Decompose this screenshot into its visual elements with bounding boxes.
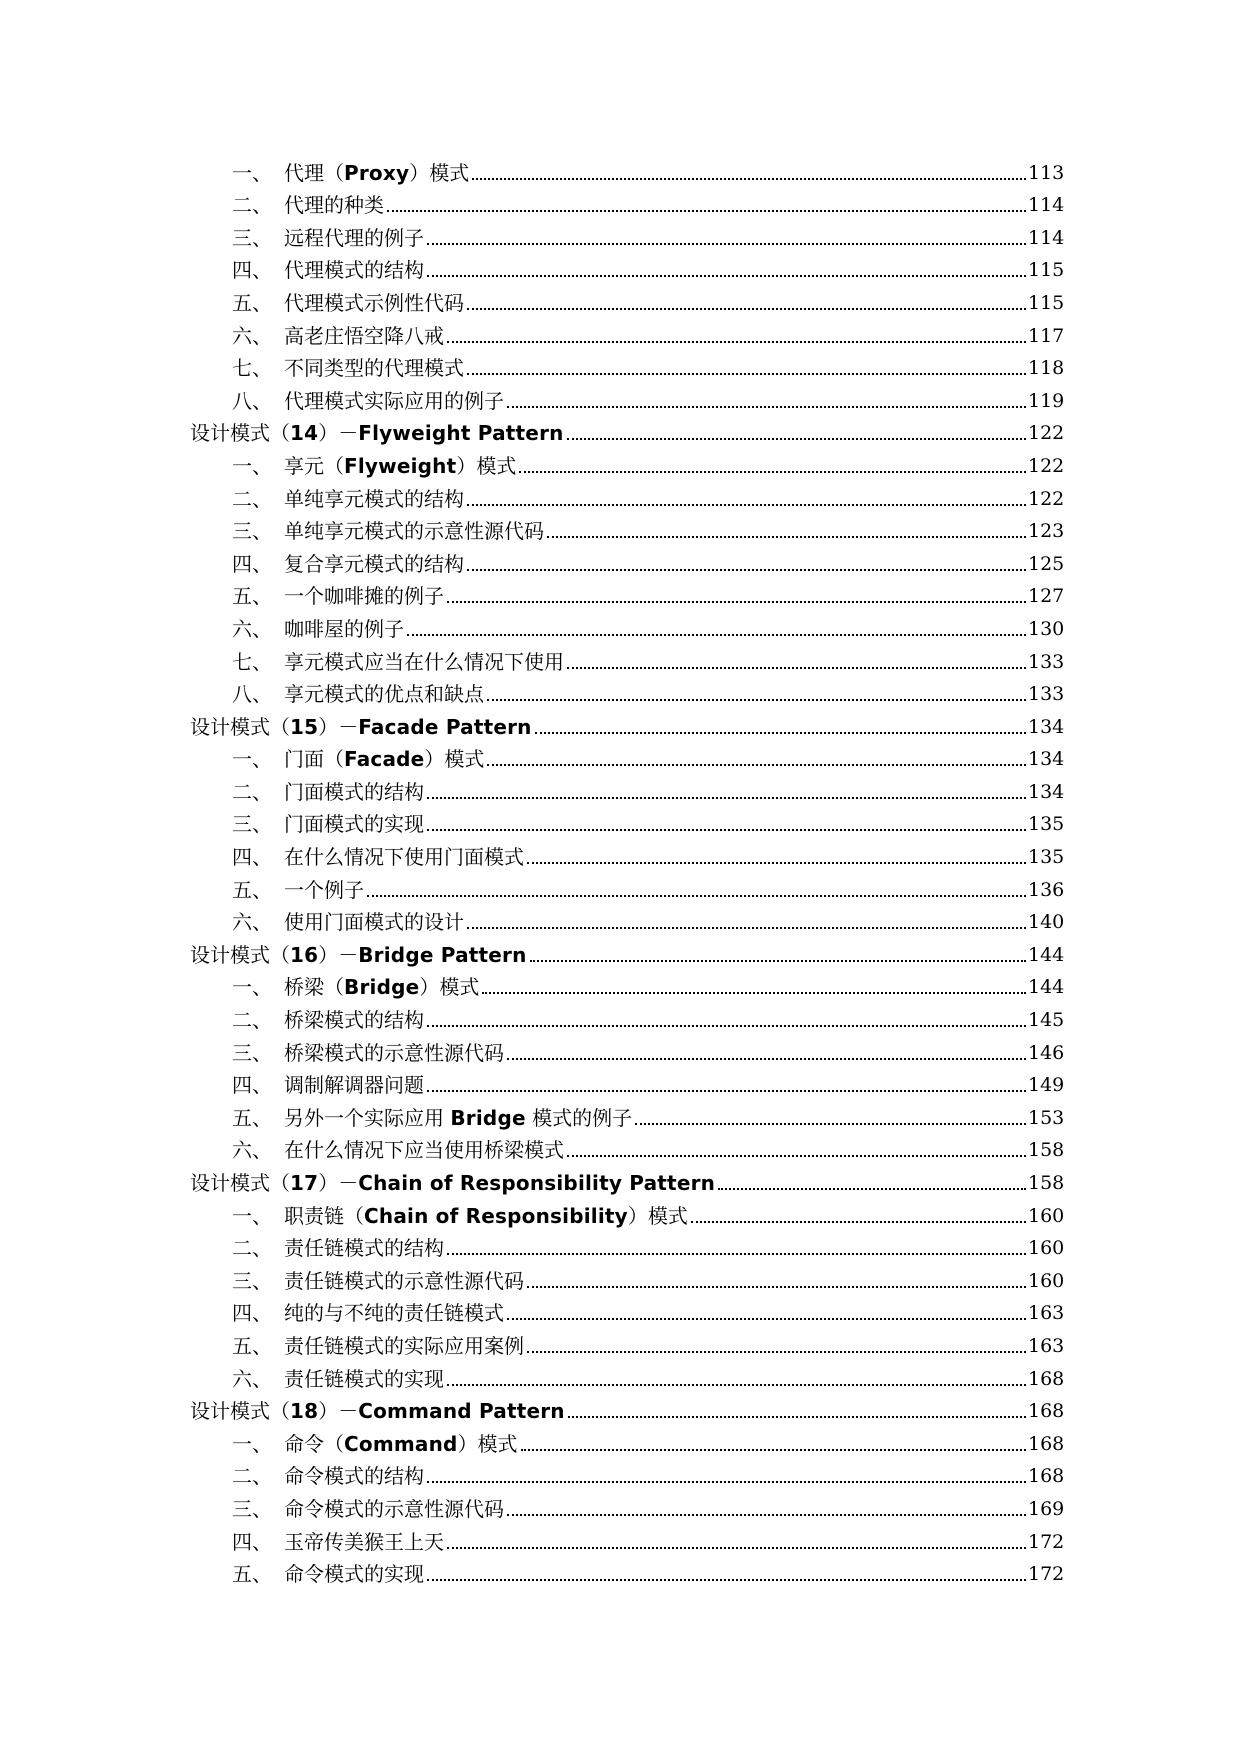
- toc-entry-title-part: Flyweight Pattern: [358, 421, 564, 446]
- toc-section-entry[interactable]: [190, 999, 1065, 1033]
- toc-entry-title-part: 桥梁模式的结构: [284, 1008, 424, 1033]
- toc-entry-title: [232, 845, 524, 869]
- toc-entry-number: 四、: [232, 1073, 272, 1098]
- toc-entry-title: [232, 1301, 504, 1325]
- toc-entry-title-part: 代理（: [284, 160, 344, 185]
- toc-page-number: 160: [1028, 1237, 1065, 1260]
- toc-page-number: 149: [1028, 1074, 1065, 1097]
- toc-page-number: 114: [1028, 226, 1065, 249]
- toc-section-entry[interactable]: [190, 674, 1065, 707]
- dot-leader: [567, 1155, 1026, 1157]
- toc-entry-title: [232, 650, 564, 674]
- dot-leader: [427, 1025, 1026, 1027]
- toc-page-number: 127: [1028, 585, 1065, 608]
- toc-entry-title-part: 代理模式示例性代码: [284, 290, 464, 315]
- toc-section-entry[interactable]: [190, 1554, 1065, 1587]
- toc-page-number: 135: [1028, 813, 1065, 836]
- dot-leader: [447, 1384, 1026, 1386]
- toc-entry-number: 五、: [232, 290, 272, 315]
- dot-leader: [507, 406, 1026, 408]
- toc-entry-title: [232, 747, 484, 771]
- toc-entry-title: [232, 1041, 504, 1065]
- toc-page-number: 144: [1028, 976, 1065, 999]
- toc-entry-title-part: 门面模式的实现: [284, 812, 424, 837]
- toc-page-number: 130: [1028, 617, 1065, 640]
- toc-entry-title-part: 设计模式（: [190, 942, 290, 967]
- toc-entry-title-part: ）－: [318, 421, 359, 446]
- toc-entry-number: 四、: [232, 551, 272, 576]
- toc-entry-title-part: 远程代理的例子: [284, 225, 424, 250]
- toc-entry-title-part: 门面模式的结构: [284, 779, 424, 804]
- toc-entry-number: 六、: [232, 616, 272, 641]
- toc-entry-number: 三、: [232, 1040, 272, 1065]
- toc-entry-title-part: Facade: [344, 747, 425, 772]
- toc-entry-title-part: 在什么情况下使用门面模式: [284, 845, 524, 870]
- toc-entry-number: 五、: [232, 877, 272, 902]
- dot-leader: [507, 1514, 1026, 1516]
- toc-entry-title-part: ）模式: [409, 160, 470, 185]
- toc-page-number: 125: [1028, 552, 1065, 575]
- toc-page-number: 113: [1028, 161, 1065, 184]
- toc-entry-title-part: ）模式: [424, 747, 485, 772]
- toc-entry-title: [232, 617, 404, 641]
- toc-page-number: 135: [1028, 846, 1065, 869]
- toc-entry-title-part: 桥梁（: [284, 975, 344, 1000]
- toc-entry-title-part: 不同类型的代理模式: [284, 356, 464, 381]
- dot-leader: [718, 1188, 1026, 1190]
- toc-entry-number: 二、: [232, 1464, 272, 1489]
- toc-entry-title-part: Flyweight: [344, 453, 457, 478]
- toc-page-number: 122: [1028, 454, 1065, 477]
- toc-entry-title-part: 调制解调器问题: [284, 1073, 424, 1098]
- dot-leader: [530, 960, 1026, 962]
- toc-entry-title: [232, 226, 424, 250]
- toc-section-entry[interactable]: [190, 348, 1065, 381]
- toc-entry-title: [232, 780, 424, 804]
- dot-leader: [427, 243, 1026, 245]
- toc-entry-number: 一、: [232, 1203, 272, 1228]
- toc-page-number: 168: [1028, 1367, 1065, 1390]
- toc-page-number: 115: [1028, 259, 1065, 282]
- toc-entry-title-part: 命令模式的结构: [284, 1464, 424, 1489]
- toc-section-entry[interactable]: [190, 1260, 1065, 1293]
- toc-page-number: 134: [1028, 748, 1065, 771]
- toc-entry-title-part: ）－: [318, 714, 359, 739]
- toc-entry-number: 六、: [232, 910, 272, 935]
- dot-leader: [521, 1449, 1026, 1451]
- toc-page-number: 168: [1028, 1400, 1065, 1423]
- dot-leader: [482, 992, 1026, 994]
- toc-entry-number: 二、: [232, 1008, 272, 1033]
- toc-entry-title-part: 门面（: [284, 747, 344, 772]
- dot-leader: [527, 862, 1026, 864]
- toc-entry-title-part: ）模式: [419, 975, 480, 1000]
- toc-section-entry[interactable]: [190, 1195, 1065, 1228]
- dot-leader: [467, 569, 1026, 571]
- toc-entry-title-part: 代理模式的结构: [284, 258, 424, 283]
- toc-entry-title-part: Proxy: [344, 160, 410, 185]
- toc-entry-number: 一、: [232, 160, 272, 185]
- toc-entry-title: [232, 1562, 424, 1586]
- toc-entry-title: [232, 975, 479, 999]
- dot-leader: [447, 1253, 1026, 1255]
- dot-leader: [427, 829, 1026, 831]
- toc-entry-number: 一、: [232, 1431, 272, 1456]
- toc-page-number: 122: [1028, 422, 1065, 445]
- toc-entry-title-part: 设计模式（: [190, 1399, 290, 1424]
- toc-entry-title-part: Command Pattern: [358, 1399, 565, 1424]
- toc-section-entry[interactable]: [190, 1456, 1065, 1489]
- toc-page-number: 114: [1028, 194, 1065, 217]
- toc-section-entry[interactable]: [190, 576, 1065, 609]
- dot-leader: [467, 927, 1026, 929]
- toc-chapter-entry[interactable]: [190, 413, 1065, 446]
- toc-entry-title: [232, 291, 464, 315]
- toc-entry-number: 三、: [232, 1496, 272, 1521]
- toc-section-entry[interactable]: [190, 967, 1065, 1000]
- toc-entry-title: [232, 1497, 504, 1521]
- toc-section-entry[interactable]: [190, 380, 1065, 413]
- toc-entry-title-part: 设计模式（: [190, 714, 290, 739]
- toc-page-number: 153: [1028, 1106, 1065, 1129]
- dot-leader: [387, 210, 1026, 212]
- toc-entry-title-part: 责任链模式的实际应用案例: [284, 1333, 524, 1358]
- toc-entry-title-part: ）－: [318, 942, 359, 967]
- toc-entry-title-part: 设计模式（: [190, 1171, 290, 1195]
- toc-entry-title-part: Bridge Pattern: [358, 942, 527, 967]
- toc-section-entry[interactable]: [190, 739, 1065, 772]
- toc-entry-title: [232, 1367, 444, 1391]
- toc-entry-title: [232, 1464, 424, 1488]
- dot-leader: [427, 1481, 1026, 1483]
- toc-entry-title-part: 享元模式的优点和缺点: [284, 682, 484, 707]
- toc-page-number: 160: [1028, 1269, 1065, 1292]
- toc-entry-number: 六、: [232, 323, 272, 348]
- dot-leader: [447, 1547, 1026, 1549]
- toc-entry-title: [232, 1236, 444, 1260]
- toc-page-number: 163: [1028, 1334, 1065, 1357]
- toc-entry-number: 五、: [232, 1105, 272, 1130]
- toc-section-entry[interactable]: [190, 217, 1065, 250]
- toc-entry-title-part: 14: [290, 421, 319, 446]
- dot-leader: [635, 1123, 1026, 1125]
- toc-entry-title-part: 在什么情况下应当使用桥梁模式: [284, 1138, 564, 1163]
- toc-section-entry[interactable]: [190, 543, 1065, 576]
- toc-entry-title-part: Command: [344, 1431, 458, 1456]
- toc-entry-title: [190, 1171, 715, 1195]
- toc-entry-title-part: 命令（: [284, 1431, 344, 1456]
- toc-entry-title: [232, 193, 384, 217]
- toc-section-entry[interactable]: [190, 1325, 1065, 1358]
- dot-leader: [472, 178, 1026, 180]
- dot-leader: [691, 1221, 1026, 1223]
- toc-entry-title: [232, 682, 484, 706]
- toc-section-entry[interactable]: [190, 1130, 1065, 1163]
- toc-entry-title-part: ）模式: [457, 1431, 518, 1456]
- toc-entry-title-part: Bridge: [450, 1105, 526, 1130]
- toc-page-number: 172: [1028, 1530, 1065, 1553]
- toc-entry-title: [190, 1399, 565, 1423]
- toc-page-number: 133: [1028, 650, 1065, 673]
- toc-entry-number: 八、: [232, 682, 272, 707]
- toc-entry-title-part: 使用门面模式的设计: [284, 910, 464, 935]
- dot-leader: [367, 895, 1026, 897]
- toc-entry-title: [232, 1530, 444, 1554]
- toc-page-number: 119: [1028, 389, 1065, 412]
- toc-entry-number: 四、: [232, 1529, 272, 1554]
- toc-entry-title-part: 责任链模式的示意性源代码: [284, 1268, 524, 1293]
- dot-leader: [527, 1351, 1026, 1353]
- toc-entry-title: [232, 552, 464, 576]
- dot-leader: [467, 308, 1026, 310]
- toc-entry-title-part: 代理模式实际应用的例子: [284, 388, 504, 413]
- toc-entry-number: 七、: [232, 356, 272, 381]
- toc-entry-title-part: 一个咖啡摊的例子: [284, 584, 444, 609]
- toc-page-number: 172: [1028, 1563, 1065, 1586]
- toc-entry-title-part: 设计模式（: [190, 421, 290, 446]
- toc-entry-title: [190, 421, 564, 445]
- toc-entry-title-part: 命令模式的实现: [284, 1562, 424, 1587]
- toc-entry-number: 三、: [232, 225, 272, 250]
- toc-section-entry[interactable]: [190, 511, 1065, 544]
- toc-entry-number: 二、: [232, 486, 272, 511]
- toc-entry-number: 三、: [232, 519, 272, 544]
- toc-page-number: 118: [1028, 357, 1065, 380]
- dot-leader: [519, 471, 1026, 473]
- toc-entry-title: [232, 1204, 688, 1228]
- dot-leader: [467, 373, 1026, 375]
- toc-section-entry[interactable]: [190, 869, 1065, 902]
- toc-section-entry[interactable]: [190, 282, 1065, 315]
- toc-section-entry[interactable]: [190, 1032, 1065, 1065]
- toc-section-entry[interactable]: [190, 250, 1065, 283]
- dot-leader: [487, 764, 1026, 766]
- toc-chapter-entry[interactable]: [190, 1162, 1065, 1195]
- toc-page-number: 123: [1028, 520, 1065, 543]
- toc-entry-title: [232, 324, 444, 348]
- toc-entry-title-part: 职责链（: [284, 1203, 364, 1228]
- dot-leader: [535, 732, 1026, 734]
- toc-section-entry[interactable]: [190, 641, 1065, 674]
- toc-page-number: 158: [1028, 1172, 1065, 1194]
- toc-section-entry[interactable]: [190, 185, 1065, 218]
- toc-entry-title-part: 桥梁模式的示意性源代码: [284, 1040, 504, 1065]
- dot-leader: [427, 1579, 1026, 1581]
- toc-entry-title-part: 单纯享元模式的结构: [284, 486, 464, 511]
- toc-section-entry[interactable]: [190, 1423, 1065, 1456]
- toc-entry-title-part: ）－: [318, 1171, 359, 1195]
- dot-leader: [507, 1058, 1026, 1060]
- toc-section-entry[interactable]: [190, 152, 1065, 185]
- toc-entry-number: 二、: [232, 1236, 272, 1261]
- toc-entry-title-part: 一个例子: [284, 877, 364, 902]
- toc-entry-title: [232, 161, 469, 185]
- toc-chapter-entry[interactable]: [190, 706, 1065, 739]
- toc-page-number: 136: [1028, 878, 1065, 901]
- toc-entry-title-part: 咖啡屋的例子: [284, 616, 404, 641]
- toc-page-number: 117: [1028, 324, 1065, 347]
- toc-section-entry[interactable]: [190, 1097, 1065, 1130]
- dot-leader: [447, 341, 1026, 343]
- toc-entry-title-part: 玉帝传美猴王上天: [284, 1529, 444, 1554]
- toc-entry-number: 三、: [232, 812, 272, 837]
- dot-leader: [567, 667, 1026, 669]
- dot-leader: [507, 1318, 1026, 1320]
- toc-entry-title: [232, 1138, 564, 1162]
- dot-leader: [527, 1286, 1026, 1288]
- toc-entry-title-part: Chain of Responsibility: [364, 1203, 628, 1228]
- toc-entry-title: [232, 487, 464, 511]
- toc-section-entry[interactable]: [190, 1228, 1065, 1261]
- toc-entry-title-part: 15: [290, 714, 319, 739]
- toc-entry-title-part: 享元（: [284, 453, 344, 478]
- toc-entry-title-part: 代理的种类: [284, 193, 384, 218]
- toc-page-number: 134: [1028, 715, 1065, 738]
- toc-chapter-entry[interactable]: [190, 934, 1065, 967]
- toc-page-number: 133: [1028, 683, 1065, 706]
- toc-entry-title: [190, 943, 527, 967]
- toc-entry-title-part: 17: [290, 1171, 319, 1195]
- toc-page-number: 158: [1028, 1139, 1065, 1162]
- toc-entry-title-part: 高老庄悟空降八戒: [284, 323, 444, 348]
- toc-section-entry[interactable]: [190, 771, 1065, 804]
- toc-section-entry[interactable]: [190, 1488, 1065, 1521]
- toc-entry-title-part: Bridge: [344, 975, 420, 1000]
- toc-entry-title: [232, 910, 464, 934]
- toc-entry-title-part: 命令模式的示意性源代码: [284, 1496, 504, 1521]
- toc-section-entry[interactable]: [190, 1065, 1065, 1098]
- toc-section-entry[interactable]: [190, 836, 1065, 870]
- toc-page-number: 115: [1028, 291, 1065, 314]
- toc-entry-title-part: 18: [290, 1399, 319, 1424]
- toc-entry-title: [232, 519, 544, 543]
- toc-page-number: 168: [1028, 1432, 1065, 1455]
- toc-page-number: 134: [1028, 780, 1065, 803]
- dot-leader: [547, 536, 1026, 538]
- toc-entry-title: [232, 1073, 424, 1097]
- toc-entry-title-part: ）模式: [456, 453, 517, 478]
- toc-entry-title-part: Facade Pattern: [358, 714, 532, 739]
- toc-entry-number: 三、: [232, 1268, 272, 1293]
- toc-entry-number: 五、: [232, 1562, 272, 1587]
- toc-entry-title: [232, 1269, 524, 1293]
- toc-section-entry[interactable]: [190, 1521, 1065, 1554]
- toc-entry-title-part: ）－: [318, 1399, 359, 1424]
- toc-entry-title: [232, 1008, 424, 1032]
- toc-entry-title-part: ）模式: [627, 1203, 688, 1228]
- toc-entry-number: 一、: [232, 453, 272, 478]
- toc-entry-number: 五、: [232, 1333, 272, 1358]
- toc-entry-title-part: 16: [290, 942, 319, 967]
- toc-entry-title: [232, 258, 424, 282]
- dot-leader: [447, 601, 1026, 603]
- toc-entry-number: 二、: [232, 193, 272, 218]
- toc-section-entry[interactable]: [190, 445, 1065, 478]
- dot-leader: [427, 797, 1026, 799]
- toc-page-number: 122: [1028, 487, 1065, 510]
- toc-page-number: 140: [1028, 911, 1065, 934]
- toc-entry-number: 四、: [232, 258, 272, 283]
- dot-leader: [567, 438, 1026, 440]
- toc-entry-title-part: 另外一个实际应用: [284, 1105, 451, 1130]
- toc-entry-title-part: 复合享元模式的结构: [284, 551, 464, 576]
- toc-entry-title-part: 纯的与不纯的责任链模式: [284, 1301, 504, 1326]
- toc-entry-number: 一、: [232, 747, 272, 772]
- toc-section-entry[interactable]: [190, 902, 1065, 935]
- toc-entry-title: [232, 389, 504, 413]
- toc-entry-number: 一、: [232, 975, 272, 1000]
- dot-leader: [568, 1416, 1026, 1418]
- toc-page-number: 169: [1028, 1497, 1065, 1520]
- toc-entry-number: 四、: [232, 1301, 272, 1326]
- toc-section-entry[interactable]: [190, 1358, 1065, 1391]
- toc-page-number: 163: [1028, 1302, 1065, 1325]
- toc-entry-title-part: 模式的例子: [525, 1105, 633, 1130]
- toc-entry-title: [190, 715, 532, 739]
- toc-page-number: 146: [1028, 1041, 1065, 1064]
- dot-leader: [407, 634, 1026, 636]
- dot-leader: [427, 275, 1026, 277]
- toc-section-entry[interactable]: [190, 315, 1065, 348]
- toc-section-entry[interactable]: [190, 1293, 1065, 1326]
- toc-entry-title-part: 责任链模式的实现: [284, 1366, 444, 1391]
- toc-entry-title: [232, 812, 424, 836]
- dot-leader: [467, 504, 1026, 506]
- toc-entry-number: 六、: [232, 1366, 272, 1391]
- toc-chapter-entry[interactable]: [190, 1391, 1065, 1424]
- toc-entry-title-part: Chain of Responsibility Pattern: [358, 1171, 716, 1195]
- toc-page-number: 144: [1028, 943, 1065, 966]
- toc-entry-number: 五、: [232, 584, 272, 609]
- toc-entry-number: 二、: [232, 779, 272, 804]
- toc-entry-title-part: 享元模式应当在什么情况下使用: [284, 649, 564, 674]
- toc-entry-title: [232, 1106, 632, 1130]
- toc-page-number: 168: [1028, 1465, 1065, 1488]
- toc-entry-title: [232, 356, 464, 380]
- toc-page-number: 160: [1028, 1204, 1065, 1227]
- toc-entry-number: 六、: [232, 1138, 272, 1163]
- toc-section-entry[interactable]: [190, 804, 1065, 837]
- dot-leader: [487, 699, 1026, 701]
- toc-page-number: 145: [1028, 1009, 1065, 1032]
- toc-entry-number: 四、: [232, 845, 272, 870]
- toc-entry-title: [232, 878, 364, 902]
- dot-leader: [427, 1090, 1026, 1092]
- toc-entry-number: 七、: [232, 649, 272, 674]
- toc-entry-title-part: 责任链模式的结构: [284, 1236, 444, 1261]
- toc-entry-title: [232, 584, 444, 608]
- toc-entry-title: [232, 1334, 524, 1358]
- toc-entry-number: 八、: [232, 388, 272, 413]
- toc-entry-title: [232, 1432, 518, 1456]
- toc-entry-title-part: 单纯享元模式的示意性源代码: [284, 519, 544, 544]
- toc-section-entry[interactable]: [190, 608, 1065, 641]
- toc-section-entry[interactable]: [190, 478, 1065, 511]
- table-of-contents: [190, 152, 1065, 1587]
- toc-entry-title: [232, 454, 516, 478]
